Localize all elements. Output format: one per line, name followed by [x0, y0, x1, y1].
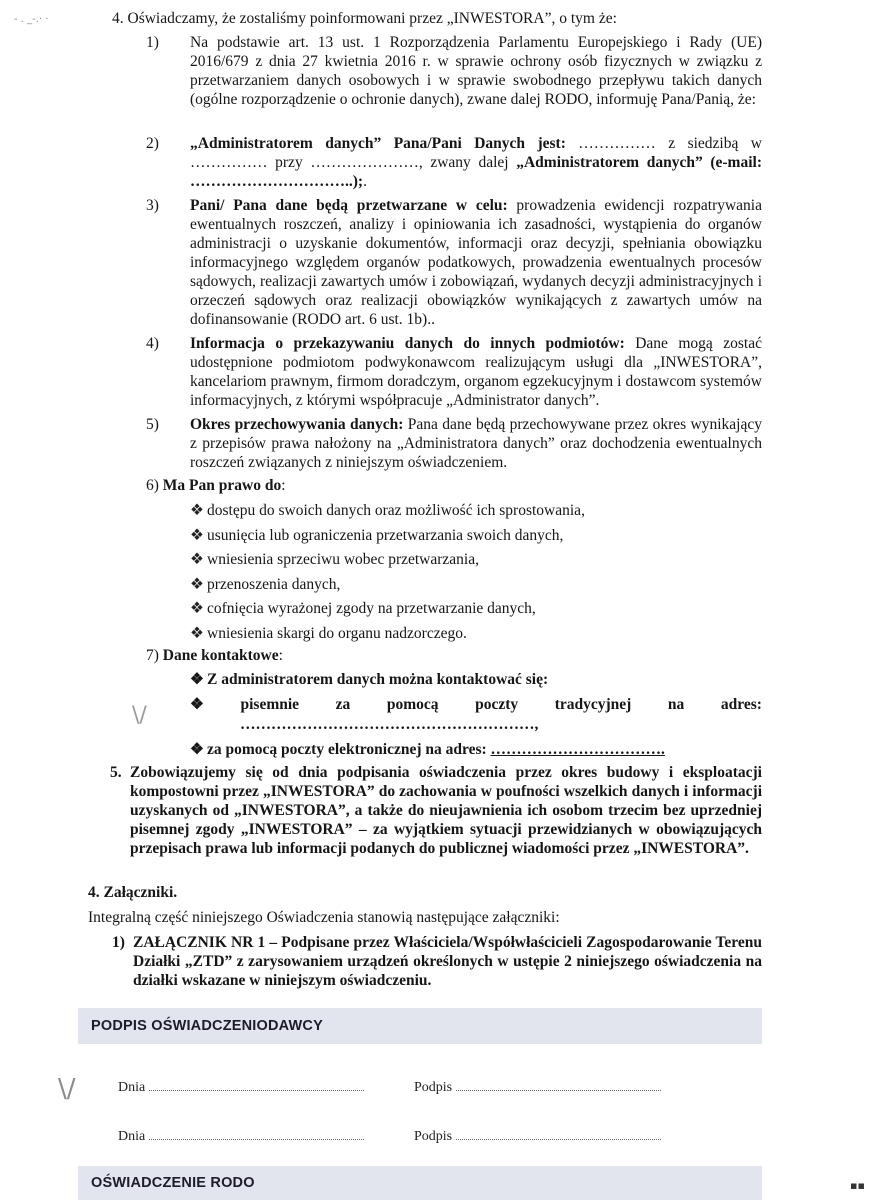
list-item-text: prowadzenia ewidencji rozpatrywania ewentualnych roszczeń, analizy i opiniowania ich zasadności, wystąpienia do organów administracji o uzyskanie dokumentów, informacji oraz decyzji, spełniania obowiązku informacyjnego względem organów podatkowych, prowadzenia ewentualnych procesów sądowych, realizacji zawartych umów i zobowiązań, wydanych decyzji administracyjnych i orzeczeń sądowych oraz realizacji obowiązków wynikających z zawartych umów na dofinansowanie (RODO art. 6 ust. 1b).. — [190, 197, 762, 328]
list-item-text: Dane mogą zostać udostępnione podmiotom podwykonawcom realizującym usługi dla „INWESTORA”, kancelariom prawnym, firmom doradczym, organom egzekucyjnym i dostawcom systemów informacyjnych, z którymi współpracuje „Administrator danych”. — [190, 335, 762, 409]
date-field-2[interactable] — [118, 1127, 364, 1146]
sign-line[interactable] — [456, 1127, 661, 1140]
list-item-lead: Okres przechowywania danych: — [190, 416, 404, 433]
contact-word: tradycyjnej — [554, 696, 632, 713]
contact-line-3-text: za pomocą poczty elektronicznej na adres: — [207, 741, 487, 758]
contact-word: poczty — [475, 696, 519, 713]
contact-word: na — [667, 696, 685, 713]
contact-word: adres: — [720, 696, 762, 713]
rights-list — [190, 501, 585, 648]
diamond-bullet-icon: ❖ — [190, 600, 204, 617]
list-item-lead: Ma Pan prawo do — [162, 477, 282, 494]
attachment-item-1 — [112, 933, 762, 990]
rights-item — [190, 526, 585, 551]
list-number: 2) — [146, 135, 159, 152]
signature-band-title: PODPIS OŚWIADCZENIODAWCY — [91, 1018, 323, 1034]
date-line[interactable] — [149, 1127, 364, 1140]
list-number: 6) — [146, 477, 159, 494]
contact-line-1-text: Z administratorem danych można kontaktować się: — [207, 671, 549, 688]
list-item-5 — [146, 415, 762, 472]
diamond-bullet-icon: ❖ — [190, 671, 204, 688]
list-item-2 — [146, 134, 762, 191]
section-intro: 4. Oświadczamy, że zostaliśmy poinformowani przez „INWESTORA”, o tym że: — [112, 10, 617, 27]
list-item-6 — [146, 476, 746, 495]
list-item-lead: Informacja o przekazywaniu danych do innych podmiotów: — [190, 335, 625, 352]
sign-label: Podpis — [414, 1129, 453, 1144]
rights-item-text: usunięcia lub ograniczenia przetwarzania swoich danych, — [207, 526, 564, 544]
rights-item-text: dostępu do swoich danych oraz możliwość ich sprostowania, — [207, 502, 585, 519]
contact-word: pomocą — [386, 696, 439, 713]
handwritten-check-mark-2: \/ — [58, 1074, 76, 1104]
list-item-bold-mid: „Administratorem danych” (e-mail: …………………………..); — [190, 154, 762, 190]
diamond-bullet-icon: ❖ — [190, 551, 204, 568]
contact-line-1 — [190, 670, 762, 689]
contact-line-2 — [190, 695, 762, 714]
date-line[interactable] — [149, 1078, 364, 1091]
diamond-bullet-icon: ❖ — [190, 741, 204, 758]
attachment-number: 1) — [112, 934, 125, 951]
sign-field-1[interactable] — [414, 1078, 661, 1097]
rights-item — [190, 575, 585, 600]
rights-item-text: wniesienia skargi do organu nadzorczego. — [207, 624, 467, 642]
rodo-band-title: OŚWIADCZENIE RODO — [91, 1175, 255, 1191]
list-number: 7) — [146, 647, 159, 664]
list-number: 1) — [146, 34, 159, 51]
rodo-band — [78, 1166, 762, 1200]
attachments-heading: 4. Załączniki. — [88, 884, 178, 901]
diamond-bullet-icon: ❖ — [190, 502, 204, 519]
list-item-3 — [146, 196, 762, 329]
signature-band — [78, 1008, 762, 1044]
point-5-text: Zobowiązujemy się od dnia podpisania oświadczenia przez okres budowy i eksploatacji kompostowni przez „INWESTORA” do zachowania w poufności wszelkich danych i informacji uzyskanych od „INWESTORA”, a także do nieujawnienia ich osobom trzecim bez uprzedniej pisemnej zgody „INWESTORA” – za wyjątkiem sytuacji przewidzianych w obowiązujących przepisach prawa lub informacji podanych do publicznej wiadomości przez „INWESTORA”. — [130, 764, 762, 857]
list-item-text: : — [281, 477, 286, 494]
contact-line-3 — [190, 740, 762, 759]
sign-line[interactable] — [456, 1078, 661, 1091]
list-item-text-end: . — [363, 173, 367, 190]
list-item-1 — [146, 33, 762, 109]
scan-mark-top-left: - . _-.· · — [14, 14, 49, 25]
date-label: Dnia — [118, 1129, 146, 1144]
contact-word: pisemnie — [240, 696, 300, 713]
attachment-item-text: ZAŁĄCZNIK NR 1 – Podpisane przez Właściciela/Współwłaścicieli Zagospodarowanie Terenu Działki „ZTD” z zarysowaniem urządzeń określonych w ustępie 2 niniejszego oświadczenia na działki wskazane w niniejszym oświadczeniu. — [133, 934, 762, 989]
date-field-1[interactable] — [118, 1078, 364, 1097]
list-number: 3) — [146, 197, 159, 214]
list-item-4 — [146, 334, 762, 410]
rights-item — [190, 624, 585, 649]
list-item-text: : — [278, 647, 283, 664]
list-item-text: Na podstawie art. 13 ust. 1 Rozporządzenia Parlamentu Europejskiego i Rady (UE) 2016/679 z dnia 27 kwietnia 2016 r. w sprawie ochrony osób fizycznych w związku z przetwarzaniem danych osobowych i w sprawie swobodnego przepływu takich danych (ogólne rozporządzenie o ochronie danych), zwane dalej RODO, informuję Pana/Panią, że: — [190, 34, 762, 108]
list-item-lead: Dane kontaktowe — [162, 647, 279, 664]
diamond-bullet-icon: ❖ — [190, 624, 204, 642]
rights-item — [190, 501, 585, 526]
sign-field-2[interactable] — [414, 1127, 661, 1146]
diamond-bullet-icon: ❖ — [190, 575, 204, 593]
point-number: 5. — [110, 764, 122, 781]
rights-item — [190, 599, 585, 624]
list-item-text: …………… z siedzibą w …………… przy …………………, zwany dalej — [190, 135, 762, 171]
sign-label: Podpis — [414, 1080, 453, 1095]
handwritten-check-mark: \/ — [132, 703, 147, 728]
list-number: 4) — [146, 335, 159, 352]
date-label: Dnia — [118, 1080, 146, 1095]
list-item-lead: „Administratorem danych” Pana/Pani Danych jest: — [190, 135, 566, 152]
rights-item-text: wniesienia sprzeciwu wobec przetwarzania, — [207, 551, 479, 568]
contact-address-dots: …………………………………………………, — [240, 716, 539, 733]
scan-mark-bottom-right: ▪▪ — [850, 1179, 865, 1192]
point-5 — [110, 763, 762, 858]
rights-item-text: przenoszenia danych, — [207, 575, 341, 593]
email-dots: ……………………………. — [490, 741, 665, 758]
diamond-bullet-icon: ❖ — [190, 526, 204, 544]
list-number: 5) — [146, 416, 159, 433]
list-item-7 — [146, 646, 746, 665]
diamond-bullet-icon: ❖ — [190, 696, 204, 713]
rights-item-text: cofnięcia wyrażonej zgody na przetwarzanie danych, — [207, 600, 536, 617]
list-item-lead: Pani/ Pana dane będą przetwarzane w celu: — [190, 197, 508, 214]
contact-word: za — [335, 696, 351, 713]
rights-item — [190, 550, 585, 575]
attachments-intro: Integralną część niniejszego Oświadczenia stanowią następujące załączniki: — [88, 909, 560, 926]
list-item-text: Pana dane będą przechowywane przez okres wynikający z przepisów prawa nałożony na „Administratora danych” oraz dochodzenia ewentualnych roszczeń związanych z niniejszym oświadczeniem. — [190, 416, 762, 471]
